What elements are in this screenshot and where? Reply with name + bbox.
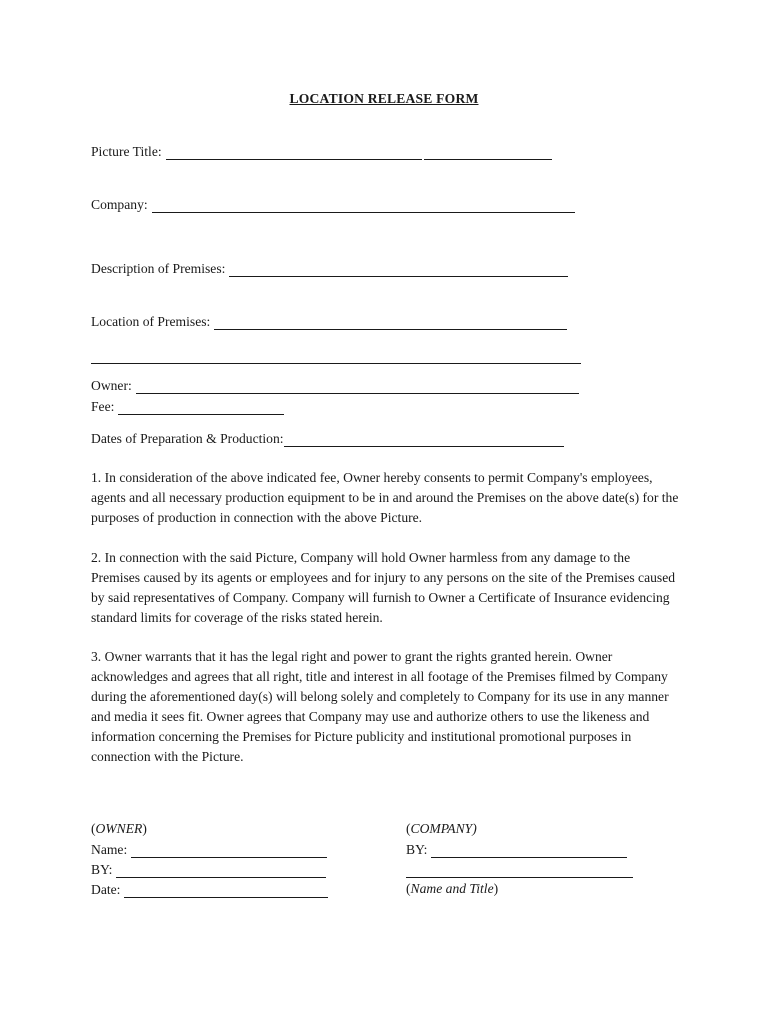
company-line[interactable] bbox=[152, 197, 575, 213]
clause-1: 1. In consideration of the above indicated fee, Owner hereby consents to permit Company's employees, agents and all necessary production equipment to be in and around the Premises on the above date(s) for the purposes of production in connection with the above Picture. bbox=[91, 470, 679, 525]
company-name-title-field bbox=[406, 858, 633, 878]
owner-by-line[interactable] bbox=[116, 862, 326, 878]
description-field bbox=[91, 257, 568, 277]
company-by-line[interactable] bbox=[431, 842, 627, 858]
company-field bbox=[91, 193, 575, 213]
location-continuation-line[interactable] bbox=[91, 348, 581, 364]
owner-field bbox=[91, 374, 579, 394]
name-and-title-caption: (Name and Title) bbox=[406, 881, 499, 896]
fee-label: Fee: bbox=[91, 399, 115, 414]
owner-by-field bbox=[91, 858, 326, 878]
company-by-field bbox=[406, 838, 627, 858]
description-line[interactable] bbox=[229, 261, 568, 277]
location-line[interactable] bbox=[214, 314, 567, 330]
owner-name-label: Name: bbox=[91, 842, 128, 857]
clause-2: 2. In connection with the said Picture, Company will hold Owner harmless from any damage to the Premises caused by its agents or employees and for injury to any persons on the site of the Premises caused by said representatives of Company. Company will furnish to Owner a Certificate of Insurance evidencing standard limits for coverage of the risks stated herein. bbox=[91, 550, 676, 625]
description-label: Description of Premises: bbox=[91, 261, 226, 276]
fee-field bbox=[91, 395, 284, 415]
company-by-label: BY: bbox=[406, 842, 428, 857]
location-field bbox=[91, 310, 567, 330]
dates-label: Dates of Preparation & Production: bbox=[91, 431, 284, 446]
owner-name-field bbox=[91, 838, 327, 858]
owner-signature-heading: (OWNER) bbox=[91, 821, 147, 836]
owner-name-line[interactable] bbox=[131, 842, 327, 858]
owner-line[interactable] bbox=[136, 378, 579, 394]
dates-field bbox=[91, 427, 564, 447]
picture-title-field bbox=[91, 140, 552, 160]
owner-label: Owner: bbox=[91, 378, 132, 393]
company-label: Company: bbox=[91, 197, 148, 212]
fee-line[interactable] bbox=[118, 399, 284, 415]
picture-title-line-extra[interactable] bbox=[424, 144, 552, 160]
form-title: LOCATION RELEASE FORM bbox=[289, 91, 479, 106]
company-signature-heading: (COMPANY) bbox=[406, 821, 477, 836]
picture-title-label: Picture Title: bbox=[91, 144, 162, 159]
company-name-title-line[interactable] bbox=[406, 862, 633, 878]
owner-date-label: Date: bbox=[91, 882, 121, 897]
owner-date-field bbox=[91, 878, 328, 898]
location-continuation-field bbox=[91, 344, 581, 364]
company-heading-text: COMPANY) bbox=[410, 821, 477, 836]
owner-by-label: BY: bbox=[91, 862, 113, 877]
location-label: Location of Premises: bbox=[91, 314, 211, 329]
dates-line[interactable] bbox=[284, 431, 564, 447]
name-and-title-text: Name and Title bbox=[410, 881, 494, 896]
clause-3: 3. Owner warrants that it has the legal right and power to grant the rights granted herein. Owner acknowledges and agrees that all right, title and interest in all footage of the Premises filmed by Company during the aforementioned day(s) will belong solely and completely to Company for its use in any manner and media it sees fit. Owner agrees that Company may use and authorize others to use the likeness and information concerning the Premises for Picture publicity and institutional promotional purposes in connection with the Picture. bbox=[91, 649, 669, 764]
owner-date-line[interactable] bbox=[124, 882, 328, 898]
owner-heading-text: OWNER bbox=[95, 821, 143, 836]
picture-title-line[interactable] bbox=[166, 144, 422, 160]
